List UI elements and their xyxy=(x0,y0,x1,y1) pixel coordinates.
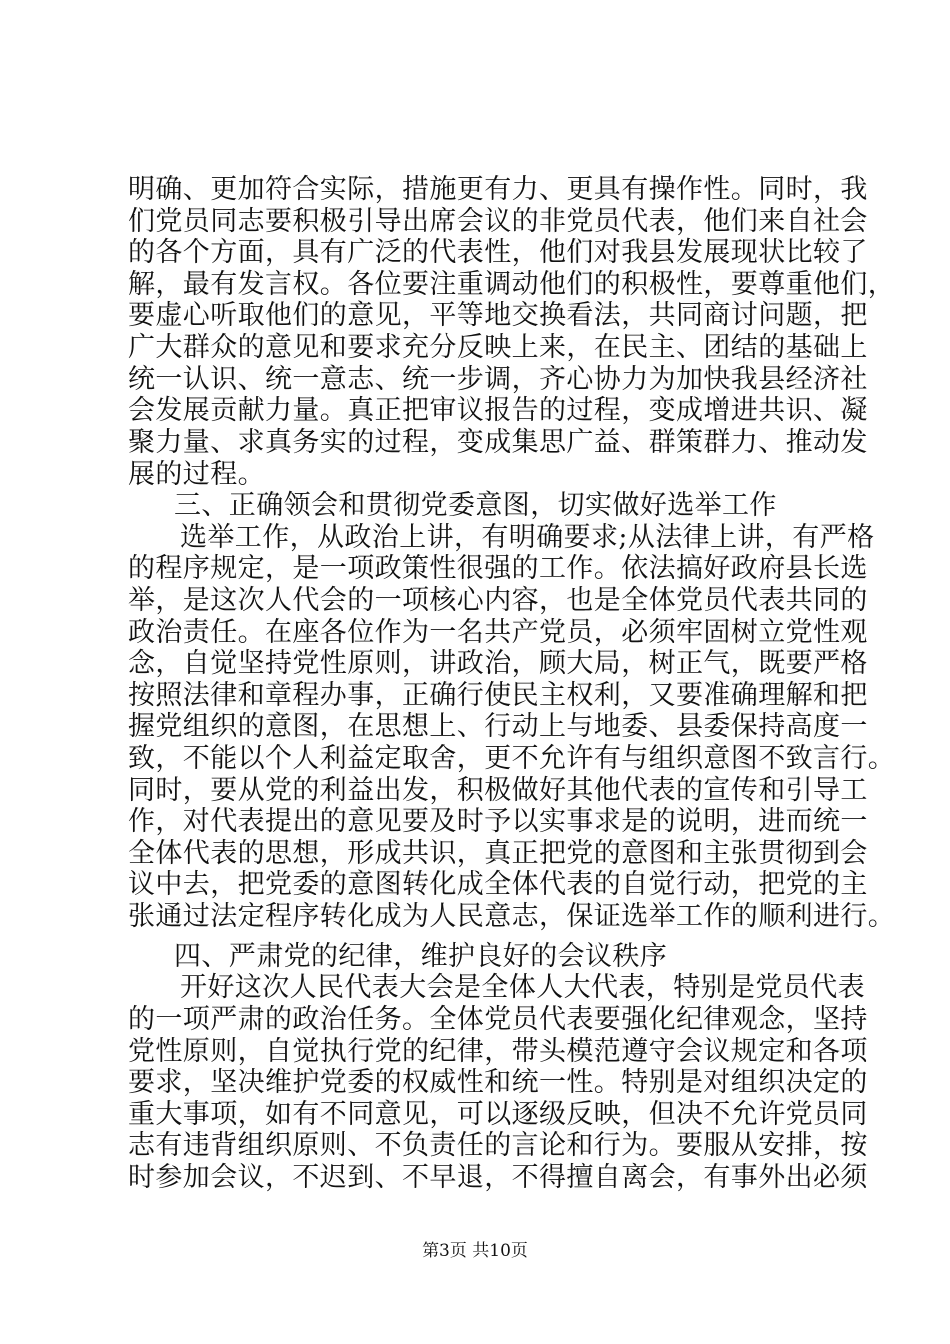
text-line: 握党组织的意图，在思想上、行动上与地委、县委保持高度一 xyxy=(128,711,868,742)
text-line: 的程序规定，是一项政策性很强的工作。依法搞好政府县长选 xyxy=(128,553,868,584)
text-line: 要虚心听取他们的意见，平等地交换看法，共同商讨问题，把 xyxy=(128,300,868,331)
text-line: 四、严肃党的纪律，维护良好的会议秩序 xyxy=(174,941,668,972)
text-line: 要求，坚决维护党委的权威性和统一性。特别是对组织决定的 xyxy=(128,1067,868,1098)
text-line: 解，最有发言权。各位要注重调动他们的积极性，要尊重他们， xyxy=(128,269,896,300)
text-line: 统一认识、统一意志、统一步调，齐心协力为加快我县经济社 xyxy=(128,364,868,395)
text-line: 举，是这次人代会的一项核心内容，也是全体党员代表共同的 xyxy=(128,585,868,616)
text-line: 的各个方面，具有广泛的代表性，他们对我县发展现状比较了 xyxy=(128,237,868,268)
text-line: 政治责任。在座各位作为一名共产党员，必须牢固树立党性观 xyxy=(128,617,868,648)
page-footer: 第3页 共10页 xyxy=(422,1241,528,1261)
text-line: 展的过程。 xyxy=(128,459,265,490)
text-line: 议中去，把党委的意图转化成全体代表的自觉行动，把党的主 xyxy=(128,869,868,900)
text-line: 聚力量、求真务实的过程，变成集思广益、群策群力、推动发 xyxy=(128,427,868,458)
text-line: 致，不能以个人利益定取舍，更不允许有与组织意图不致言行。 xyxy=(128,743,896,774)
text-line: 张通过法定程序转化成为人民意志，保证选举工作的顺利进行。 xyxy=(128,901,896,932)
text-line: 的一项严肃的政治任务。全体党员代表要强化纪律观念，坚持 xyxy=(128,1004,868,1035)
text-line: 志有违背组织原则、不负责任的言论和行为。要服从安排，按 xyxy=(128,1130,868,1161)
text-line: 会发展贡献力量。真正把审议报告的过程，变成增进共识、凝 xyxy=(128,395,868,426)
text-line: 时参加会议，不迟到、不早退，不得擅自离会，有事外出必须 xyxy=(128,1162,868,1193)
text-line: 广大群众的意见和要求充分反映上来，在民主、团结的基础上 xyxy=(128,332,868,363)
text-line: 作，对代表提出的意见要及时予以实事求是的说明，进而统一 xyxy=(128,806,868,837)
text-line: 三、正确领会和贯彻党委意图，切实做好选举工作 xyxy=(174,490,777,521)
text-line: 全体代表的思想，形成共识，真正把党的意图和主张贯彻到会 xyxy=(128,838,868,869)
text-line: 重大事项，如有不同意见，可以逐级反映，但决不允许党员同 xyxy=(128,1099,868,1130)
text-line: 开好这次人民代表大会是全体人大代表，特别是党员代表 xyxy=(180,972,865,1003)
text-line: 明确、更加符合实际，措施更有力、更具有操作性。同时，我 xyxy=(128,174,868,205)
text-line: 党性原则，自觉执行党的纪律，带头模范遵守会议规定和各项 xyxy=(128,1036,868,1067)
text-line: 按照法律和章程办事，正确行使民主权利，又要准确理解和把 xyxy=(128,680,868,711)
text-line: 们党员同志要积极引导出席会议的非党员代表，他们来自社会 xyxy=(128,206,868,237)
text-line: 同时，要从党的利益出发，积极做好其他代表的宣传和引导工 xyxy=(128,775,868,806)
text-line: 念，自觉坚持党性原则，讲政治，顾大局，树正气，既要严格 xyxy=(128,648,868,679)
text-line: 选举工作，从政治上讲，有明确要求;从法律上讲，有严格 xyxy=(180,522,875,553)
